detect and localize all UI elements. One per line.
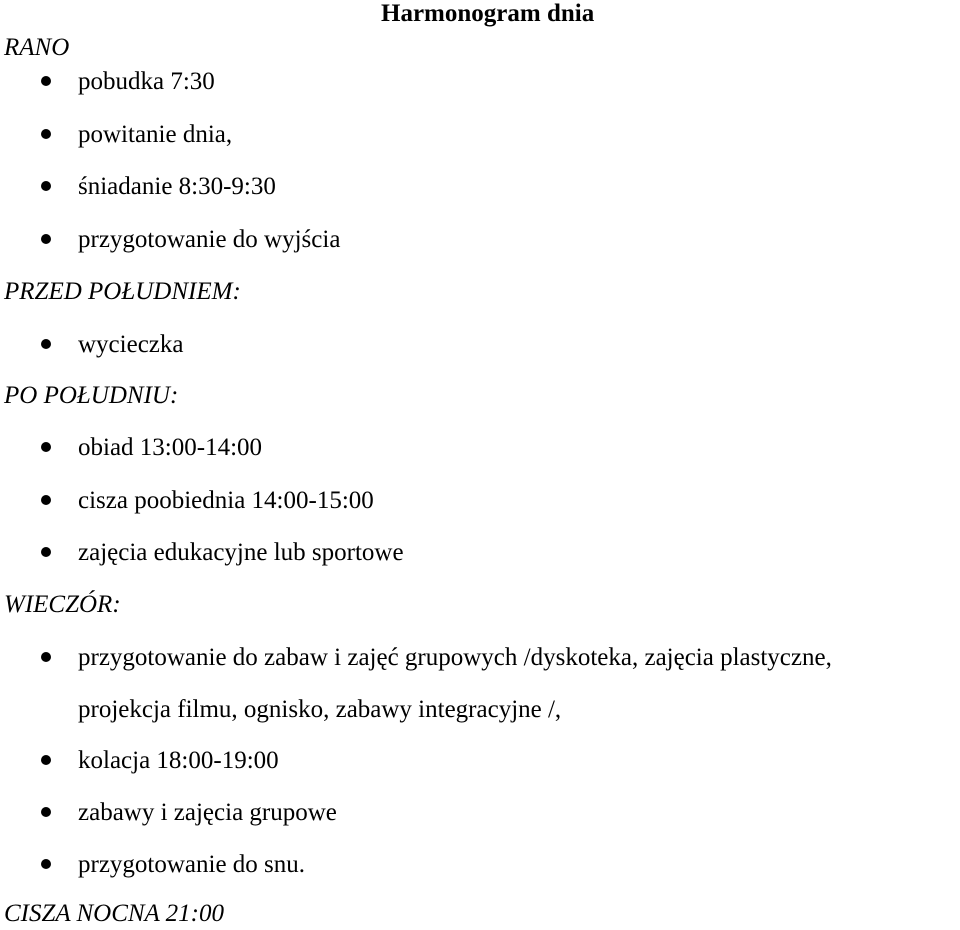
bullet-icon xyxy=(41,859,51,869)
bullet-icon xyxy=(41,495,51,505)
bullet-icon xyxy=(41,76,51,86)
list-item xyxy=(0,66,960,98)
list-item xyxy=(0,485,960,517)
list-item-text: śniadanie 8:30-9:30 xyxy=(78,173,276,200)
section-heading-rano: RANO xyxy=(4,34,70,61)
document-title: Harmonogram dnia xyxy=(381,0,595,27)
list-item xyxy=(0,745,960,777)
bullet-icon xyxy=(41,442,51,452)
list-item xyxy=(0,171,960,203)
list-item xyxy=(0,797,960,829)
list-item-text: przygotowanie do wyjścia xyxy=(78,226,341,253)
bullet-icon xyxy=(41,807,51,817)
list-item-text: przygotowanie do snu. xyxy=(78,851,306,878)
list-item-text: obiad 13:00-14:00 xyxy=(78,434,263,461)
list-item-text: powitanie dnia, xyxy=(78,121,233,148)
section-heading-przed-poludniem: PRZED POŁUDNIEM: xyxy=(4,278,241,305)
list-item xyxy=(0,642,960,674)
list-item-text: kolacja 18:00-19:00 xyxy=(78,747,279,774)
section-heading-po-poludniu: PO POŁUDNIU: xyxy=(4,382,179,409)
bullet-icon xyxy=(41,129,51,139)
bullet-icon xyxy=(41,652,51,662)
bullet-icon xyxy=(41,755,51,765)
section-heading-cisza-nocna: CISZA NOCNA 21:00 xyxy=(4,900,224,927)
list-item-text: wycieczka xyxy=(78,331,184,358)
bullet-icon xyxy=(41,547,51,557)
list-item xyxy=(0,224,960,256)
list-item-continuation: projekcja filmu, ognisko, zabawy integracyjne /, xyxy=(78,696,562,723)
list-item-text: cisza poobiednia 14:00-15:00 xyxy=(78,487,374,514)
section-heading-wieczor: WIECZÓR: xyxy=(4,591,121,618)
list-item xyxy=(0,849,960,881)
list-item-text: zajęcia edukacyjne lub sportowe xyxy=(78,539,404,566)
bullet-icon xyxy=(41,181,51,191)
bullet-icon xyxy=(41,339,51,349)
list-item-text: przygotowanie do zabaw i zajęć grupowych /dyskoteka, zajęcia plastyczne, xyxy=(78,644,832,671)
bullet-icon xyxy=(41,234,51,244)
list-item-text: zabawy i zajęcia grupowe xyxy=(78,799,337,826)
list-item-text: pobudka 7:30 xyxy=(78,68,215,95)
list-item xyxy=(0,329,960,361)
list-item xyxy=(0,119,960,151)
list-item xyxy=(0,432,960,464)
list-item xyxy=(0,537,960,569)
